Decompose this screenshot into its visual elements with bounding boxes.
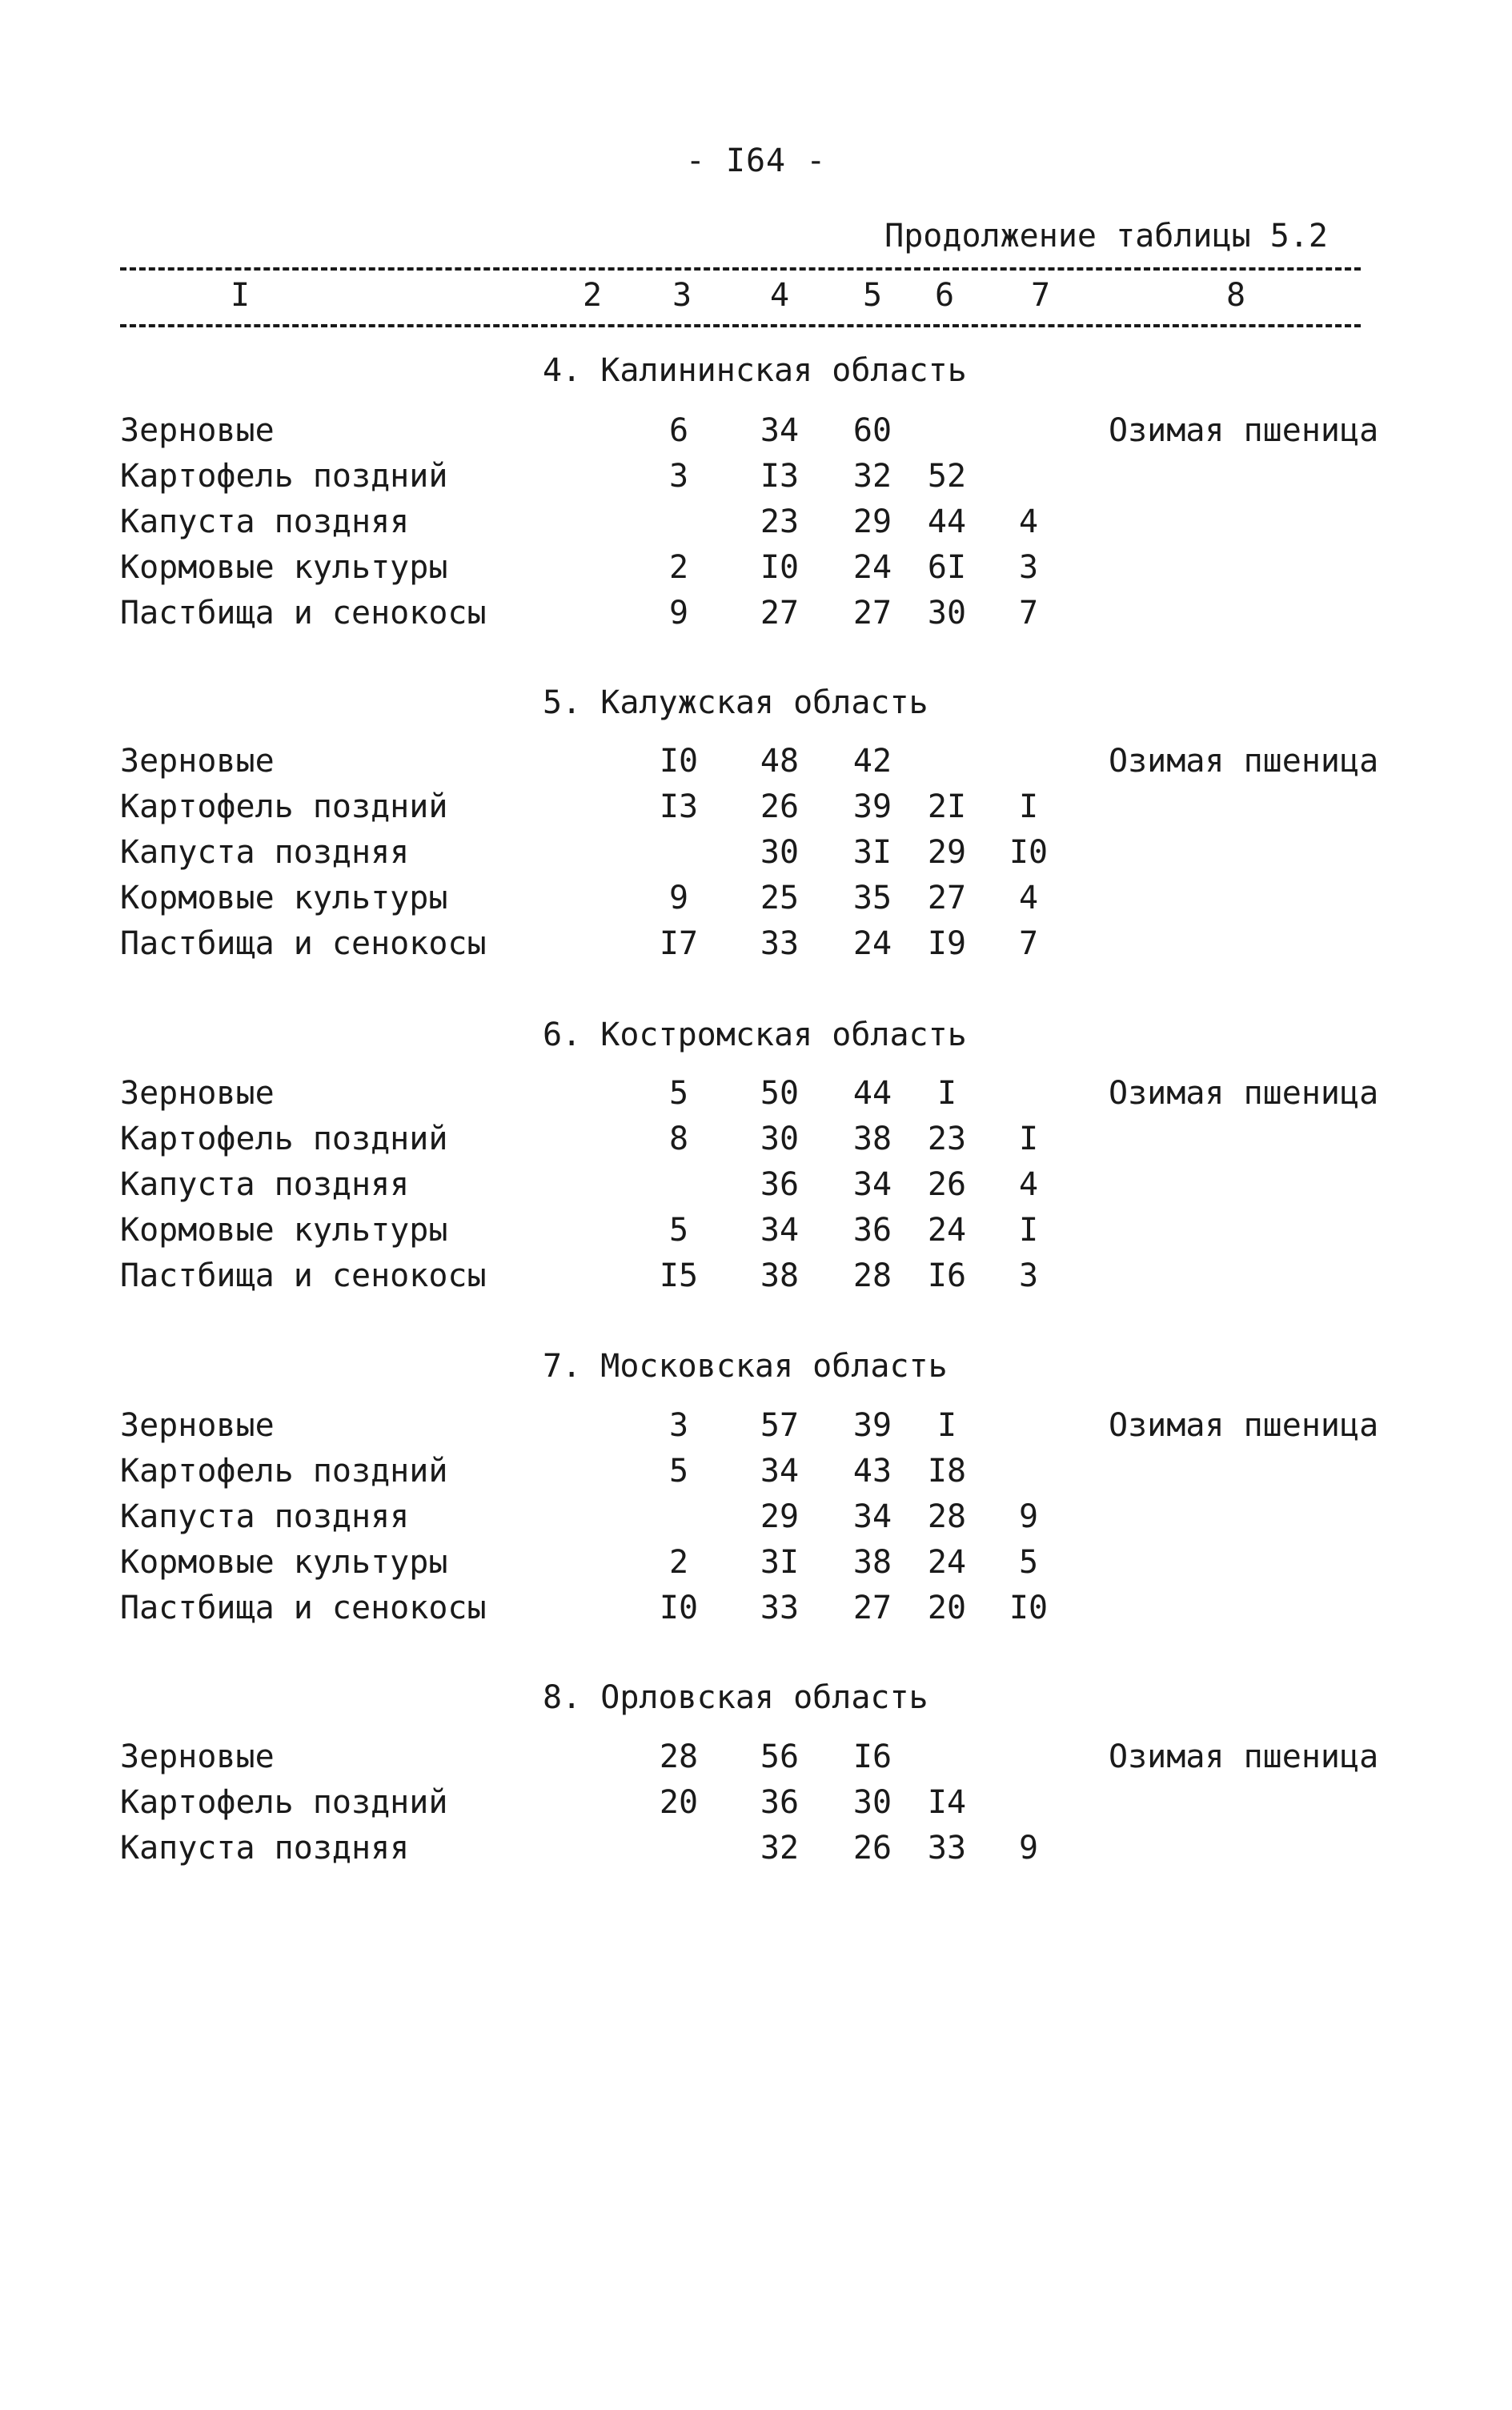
cell-col-4: 34 — [760, 1453, 800, 1490]
cell-col-7: I0 — [1009, 834, 1049, 871]
cell-col-7: I0 — [1009, 1590, 1049, 1626]
cell-col-4: I3 — [760, 458, 800, 495]
cell-col-5: 34 — [852, 1498, 892, 1535]
row-name: Капуста поздняя — [120, 1166, 410, 1203]
cell-col-3: I3 — [659, 788, 699, 825]
cell-col-6: I9 — [927, 925, 967, 962]
cell-col-6: I6 — [927, 1257, 967, 1294]
table-row — [0, 1453, 1512, 1498]
section-title: 4. Калининская область — [543, 352, 967, 389]
table-rule-header — [120, 324, 1361, 327]
cell-col-4: 33 — [760, 1590, 800, 1626]
cell-col-7: I — [1018, 1121, 1039, 1157]
cell-col-6: 24 — [927, 1544, 967, 1581]
row-name: Зерновые — [120, 743, 275, 780]
row-name: Зерновые — [120, 1738, 275, 1775]
cell-col-3: I5 — [659, 1257, 699, 1294]
cell-col-3: I0 — [659, 1590, 699, 1626]
row-name: Зерновые — [120, 1407, 275, 1444]
cell-col-4: 29 — [760, 1498, 800, 1535]
table-row — [0, 1407, 1512, 1452]
cell-col-4: 50 — [760, 1075, 800, 1112]
cell-col-5: I6 — [852, 1738, 892, 1775]
table-row — [0, 458, 1512, 503]
table-rule-top — [120, 267, 1361, 271]
cell-col-3: 20 — [659, 1784, 699, 1821]
table-row — [0, 1121, 1512, 1165]
row-name: Кормовые культуры — [120, 880, 448, 916]
table-row — [0, 1075, 1512, 1120]
row-name: Пастбища и сенокосы — [120, 595, 487, 632]
cell-col-7: 5 — [1018, 1544, 1039, 1581]
cell-col-4: 30 — [760, 834, 800, 871]
cell-col-5: 60 — [852, 412, 892, 449]
cell-col-7: 9 — [1018, 1830, 1039, 1867]
cell-col-7: 7 — [1018, 925, 1039, 962]
cell-col-4: 3I — [760, 1544, 800, 1581]
cell-col-5: 34 — [852, 1166, 892, 1203]
table-row — [0, 1166, 1512, 1211]
table-row — [0, 1830, 1512, 1875]
cell-col-6: 33 — [927, 1830, 967, 1867]
cell-col-7: 9 — [1018, 1498, 1039, 1535]
cell-col-5: 39 — [852, 1407, 892, 1444]
cell-col-6: 28 — [927, 1498, 967, 1535]
cell-col-4: 36 — [760, 1784, 800, 1821]
row-name: Кормовые культуры — [120, 1544, 448, 1581]
cell-col-7: 4 — [1018, 503, 1039, 540]
table-caption: Продолжение таблицы 5.2 — [884, 218, 1328, 255]
cell-col-4: 56 — [760, 1738, 800, 1775]
table-row — [0, 880, 1512, 924]
cell-col-7: 4 — [1018, 880, 1039, 916]
cell-col-5: 29 — [852, 503, 892, 540]
cell-col-4: 25 — [760, 880, 800, 916]
cell-col-8: Озимая пшеница — [1109, 1075, 1379, 1112]
table-row — [0, 1738, 1512, 1783]
cell-col-5: 3I — [852, 834, 892, 871]
cell-col-3: 5 — [668, 1453, 689, 1490]
cell-col-7: 3 — [1018, 1257, 1039, 1294]
cell-col-4: I0 — [760, 549, 800, 586]
cell-col-6: 2I — [927, 788, 967, 825]
table-row — [0, 503, 1512, 548]
cell-col-6: 27 — [927, 880, 967, 916]
column-header-2: 2 — [582, 277, 603, 314]
cell-col-5: 27 — [852, 595, 892, 632]
row-name: Картофель поздний — [120, 1784, 448, 1821]
cell-col-5: 26 — [852, 1830, 892, 1867]
cell-col-3: 3 — [668, 1407, 689, 1444]
cell-col-7: I — [1018, 788, 1039, 825]
row-name: Картофель поздний — [120, 788, 448, 825]
row-name: Картофель поздний — [120, 458, 448, 495]
row-name: Капуста поздняя — [120, 503, 410, 540]
page-number: - I64 - — [685, 142, 827, 179]
column-header-1: I — [230, 277, 251, 314]
table-row — [0, 1544, 1512, 1589]
table-row — [0, 412, 1512, 457]
column-header-3: 3 — [672, 277, 692, 314]
cell-col-6: 44 — [927, 503, 967, 540]
cell-col-8: Озимая пшеница — [1109, 1407, 1379, 1444]
row-name: Капуста поздняя — [120, 834, 410, 871]
cell-col-7: 3 — [1018, 549, 1039, 586]
cell-col-3: I7 — [659, 925, 699, 962]
row-name: Зерновые — [120, 412, 275, 449]
row-name: Кормовые культуры — [120, 1212, 448, 1249]
cell-col-6: I — [936, 1407, 957, 1444]
cell-col-8: Озимая пшеница — [1109, 1738, 1379, 1775]
cell-col-7: 4 — [1018, 1166, 1039, 1203]
cell-col-8: Озимая пшеница — [1109, 412, 1379, 449]
section-title: 6. Костромская область — [543, 1017, 967, 1053]
cell-col-5: 35 — [852, 880, 892, 916]
cell-col-5: 24 — [852, 925, 892, 962]
cell-col-5: 36 — [852, 1212, 892, 1249]
cell-col-4: 30 — [760, 1121, 800, 1157]
row-name: Картофель поздний — [120, 1121, 448, 1157]
cell-col-5: 38 — [852, 1121, 892, 1157]
cell-col-3: 2 — [668, 1544, 689, 1581]
cell-col-3: 3 — [668, 458, 689, 495]
cell-col-3: 2 — [668, 549, 689, 586]
cell-col-6: 29 — [927, 834, 967, 871]
column-header-8: 8 — [1225, 277, 1246, 314]
table-row — [0, 1498, 1512, 1543]
cell-col-5: 42 — [852, 743, 892, 780]
cell-col-6: I8 — [927, 1453, 967, 1490]
cell-col-5: 38 — [852, 1544, 892, 1581]
cell-col-6: 30 — [927, 595, 967, 632]
cell-col-7: I — [1018, 1212, 1039, 1249]
section-title: 8. Орловская область — [543, 1679, 928, 1716]
row-name: Пастбища и сенокосы — [120, 1590, 487, 1626]
table-row — [0, 1784, 1512, 1829]
table-row — [0, 925, 1512, 970]
cell-col-4: 36 — [760, 1166, 800, 1203]
cell-col-3: 9 — [668, 880, 689, 916]
cell-col-6: 52 — [927, 458, 967, 495]
table-row — [0, 788, 1512, 833]
cell-col-3: I0 — [659, 743, 699, 780]
table-row — [0, 743, 1512, 788]
section-title: 7. Московская область — [543, 1348, 948, 1385]
cell-col-6: 26 — [927, 1166, 967, 1203]
cell-col-3: 8 — [668, 1121, 689, 1157]
row-name: Пастбища и сенокосы — [120, 1257, 487, 1294]
cell-col-4: 23 — [760, 503, 800, 540]
table-row — [0, 1257, 1512, 1302]
column-header-6: 6 — [934, 277, 955, 314]
cell-col-5: 43 — [852, 1453, 892, 1490]
section-title: 5. Калужская область — [543, 684, 928, 721]
cell-col-5: 32 — [852, 458, 892, 495]
table-row — [0, 549, 1512, 594]
cell-col-3: 5 — [668, 1212, 689, 1249]
column-header-4: 4 — [769, 277, 790, 314]
cell-col-6: I4 — [927, 1784, 967, 1821]
cell-col-4: 26 — [760, 788, 800, 825]
cell-col-4: 48 — [760, 743, 800, 780]
cell-col-8: Озимая пшеница — [1109, 743, 1379, 780]
table-row — [0, 834, 1512, 879]
cell-col-3: 6 — [668, 412, 689, 449]
cell-col-4: 34 — [760, 412, 800, 449]
cell-col-5: 30 — [852, 1784, 892, 1821]
row-name: Пастбища и сенокосы — [120, 925, 487, 962]
cell-col-5: 44 — [852, 1075, 892, 1112]
cell-col-7: 7 — [1018, 595, 1039, 632]
cell-col-4: 38 — [760, 1257, 800, 1294]
table-row — [0, 1212, 1512, 1257]
cell-col-3: 5 — [668, 1075, 689, 1112]
row-name: Зерновые — [120, 1075, 275, 1112]
cell-col-4: 27 — [760, 595, 800, 632]
cell-col-3: 28 — [659, 1738, 699, 1775]
cell-col-3: 9 — [668, 595, 689, 632]
cell-col-6: 23 — [927, 1121, 967, 1157]
row-name: Картофель поздний — [120, 1453, 448, 1490]
column-header-7: 7 — [1030, 277, 1051, 314]
row-name: Кормовые культуры — [120, 549, 448, 586]
cell-col-4: 57 — [760, 1407, 800, 1444]
cell-col-5: 28 — [852, 1257, 892, 1294]
row-name: Капуста поздняя — [120, 1498, 410, 1535]
cell-col-6: 6I — [927, 549, 967, 586]
row-name: Капуста поздняя — [120, 1830, 410, 1867]
cell-col-5: 27 — [852, 1590, 892, 1626]
cell-col-4: 33 — [760, 925, 800, 962]
cell-col-5: 39 — [852, 788, 892, 825]
cell-col-4: 34 — [760, 1212, 800, 1249]
cell-col-6: 24 — [927, 1212, 967, 1249]
cell-col-6: I — [936, 1075, 957, 1112]
cell-col-5: 24 — [852, 549, 892, 586]
cell-col-6: 20 — [927, 1590, 967, 1626]
column-header-5: 5 — [862, 277, 883, 314]
table-row — [0, 595, 1512, 640]
table-row — [0, 1590, 1512, 1634]
cell-col-4: 32 — [760, 1830, 800, 1867]
